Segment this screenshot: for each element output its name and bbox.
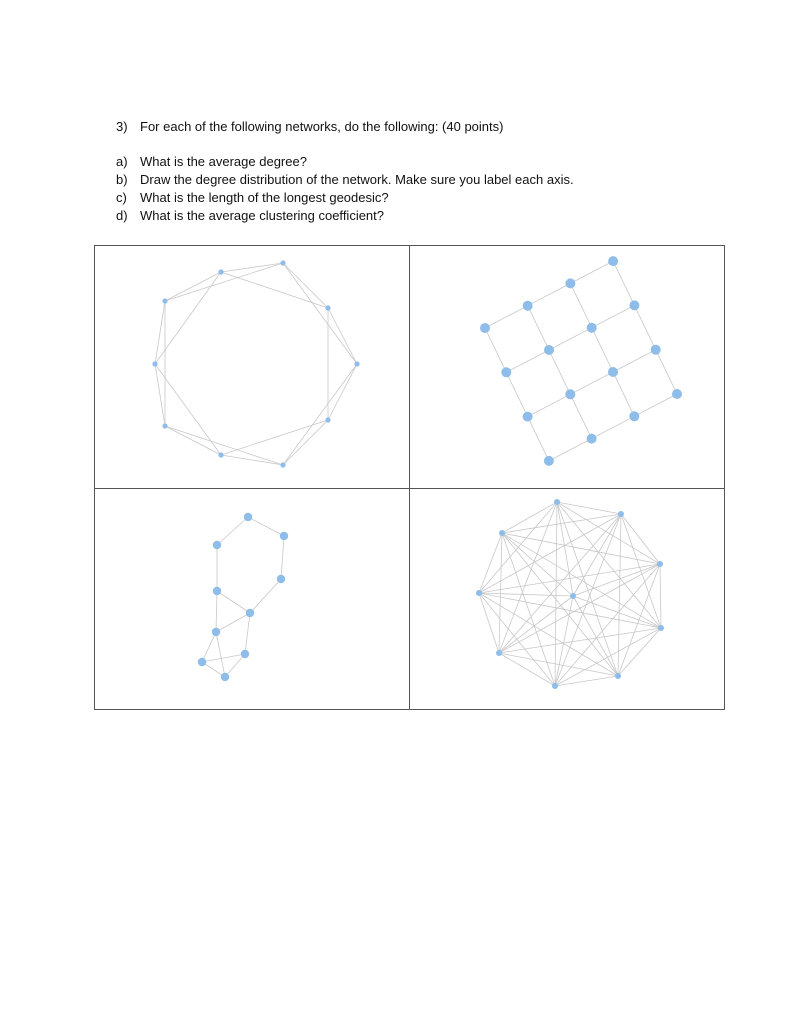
small-graph-edge [202, 632, 216, 662]
complete-graph-edge [499, 533, 502, 653]
small-graph-node [277, 575, 285, 583]
grid-lattice-node [480, 323, 490, 333]
grid-lattice-edge [528, 306, 549, 350]
complete-graph-edge [479, 564, 660, 593]
grid-lattice-edge [592, 305, 635, 327]
complete-graph-node [554, 499, 560, 505]
grid-lattice-edge [549, 328, 592, 350]
subquestion-b [116, 171, 574, 189]
ring-lattice-edge [283, 263, 328, 308]
ring-lattice-node [162, 423, 167, 428]
grid-lattice-node [608, 367, 618, 377]
grid-lattice-edge [549, 439, 592, 461]
ring-lattice-node [218, 269, 223, 274]
ring-lattice-edge [283, 420, 328, 465]
ring-lattice-edge [328, 308, 357, 364]
complete-graph-node [657, 561, 663, 567]
small-graph-node [244, 513, 252, 521]
complete-graph-node [496, 650, 502, 656]
complete-graph-node [615, 673, 621, 679]
small-graph-edge [250, 579, 281, 613]
ring-lattice-edge [283, 364, 357, 465]
grid-lattice-node [629, 300, 639, 310]
grid-lattice-edge [528, 283, 571, 305]
grid-lattice-node [651, 345, 661, 355]
grid-lattice-edge [592, 416, 635, 438]
small-graph-edge [248, 517, 284, 536]
small-graph-node [213, 541, 221, 549]
grid-lattice-node [565, 278, 575, 288]
complete-graph-edge [555, 502, 557, 686]
subquestion-letter: d) [116, 208, 128, 223]
grid-lattice-edge [485, 306, 528, 328]
grid-lattice-edge [506, 372, 527, 416]
ring-lattice-edge [221, 455, 283, 465]
small-graph-edge [217, 517, 248, 545]
complete-graph-node [476, 590, 482, 596]
ring-lattice-edge [155, 301, 165, 364]
small-graph-node [213, 587, 221, 595]
small-graph-edge [217, 591, 250, 613]
complete-graph-edge [499, 564, 660, 653]
network-grid [94, 245, 725, 710]
subquestion-c [116, 189, 574, 207]
complete-graph-node [552, 683, 558, 689]
ring-lattice-node [325, 417, 330, 422]
network-panel-complete-graph [410, 489, 724, 709]
small-graph-node [241, 650, 249, 658]
complete-graph-edge [573, 564, 660, 596]
grid-lattice-node [672, 389, 682, 399]
ring-lattice-edge [165, 426, 283, 465]
complete-graph-edge [621, 514, 660, 564]
grid-lattice-edge [485, 328, 506, 372]
grid-lattice-edge [549, 350, 570, 394]
subquestion-letter: c) [116, 190, 127, 205]
grid-lattice-node [587, 323, 597, 333]
small-graph-node [212, 628, 220, 636]
grid-lattice-edge [613, 261, 634, 305]
small-graph-node [221, 673, 229, 681]
ring-lattice-edge [155, 364, 165, 426]
question-text: For each of the following networks, do the following: (40 points) [140, 119, 504, 134]
complete-graph-edge [499, 653, 618, 676]
grid-lattice-node [544, 345, 554, 355]
ring-lattice-node [280, 260, 285, 265]
ring-lattice-node [218, 452, 223, 457]
grid-lattice-edge [570, 261, 613, 283]
complete-graph-edge [502, 533, 661, 628]
complete-graph-edge [479, 533, 502, 593]
grid-lattice-node [523, 301, 533, 311]
small-graph-node [246, 609, 254, 617]
grid-lattice-edge [506, 350, 549, 372]
complete-graph-edge [479, 593, 499, 653]
complete-graph-edge [660, 564, 661, 628]
complete-graph-diagram [410, 489, 724, 709]
grid-lattice-edge [570, 394, 591, 438]
subquestion-letter: b) [116, 172, 128, 187]
grid-lattice-edge [592, 328, 613, 372]
subquestion-text: What is the length of the longest geodesic? [140, 190, 389, 205]
complete-graph-edge [499, 628, 661, 653]
complete-graph-node [570, 593, 576, 599]
subquestion-text: Draw the degree distribution of the network. Make sure you label each axis. [140, 172, 574, 187]
ring-lattice-diagram [95, 246, 409, 488]
grid-lattice-edge [634, 394, 677, 416]
grid-lattice-node [587, 434, 597, 444]
complete-graph-edge [557, 502, 573, 596]
subquestion-a [116, 153, 574, 171]
small-graph-edge [202, 654, 245, 662]
complete-graph-edge [618, 628, 661, 676]
small-graph-edge [216, 613, 250, 632]
ring-lattice-edge [165, 426, 221, 455]
subquestion-list [116, 153, 574, 225]
small-graph-edge [216, 591, 217, 632]
complete-graph-edge [502, 533, 555, 686]
complete-graph-node [499, 530, 505, 536]
ring-lattice-node [354, 361, 359, 366]
network-panel-small-graph [95, 489, 409, 709]
subquestion-text: What is the average clustering coefficient? [140, 208, 385, 223]
small-graph-node [198, 658, 206, 666]
grid-lattice-edge [528, 417, 549, 461]
grid-lattice-edge [570, 283, 591, 327]
ring-lattice-edge [165, 263, 283, 301]
ring-lattice-edge [328, 364, 357, 420]
ring-lattice-node [152, 361, 157, 366]
subquestion-d [116, 207, 574, 225]
grid-lattice-node [501, 367, 511, 377]
ring-lattice-node [325, 305, 330, 310]
complete-graph-node [658, 625, 664, 631]
subquestion-text: What is the average degree? [140, 154, 307, 169]
question-header [116, 119, 503, 135]
grid-lattice-edge [634, 305, 655, 349]
grid-lattice-diagram [410, 246, 724, 488]
network-panel-ring-lattice [95, 246, 409, 488]
grid-lattice-edge [656, 350, 677, 394]
ring-lattice-edge [221, 272, 328, 308]
grid-lattice-node [523, 412, 533, 422]
grid-lattice-edge [613, 372, 634, 416]
grid-lattice-node [608, 256, 618, 266]
question-number: 3) [116, 119, 128, 134]
grid-lattice-edge [613, 350, 656, 372]
small-graph-edge [216, 632, 225, 677]
small-graph-node [280, 532, 288, 540]
ring-lattice-node [280, 462, 285, 467]
small-graph-edge [245, 613, 250, 654]
small-graph-diagram [95, 489, 409, 709]
ring-lattice-node [162, 298, 167, 303]
grid-lattice-node [544, 456, 554, 466]
small-graph-edge [281, 536, 284, 579]
grid-lattice-node [565, 389, 575, 399]
grid-lattice-node [629, 411, 639, 421]
subquestion-letter: a) [116, 154, 128, 169]
complete-graph-edge [499, 653, 555, 686]
grid-lattice-edge [528, 394, 571, 416]
ring-lattice-edge [283, 263, 357, 364]
grid-lattice-edge [570, 372, 613, 394]
complete-graph-node [618, 511, 624, 517]
ring-lattice-edge [165, 272, 221, 301]
network-panel-grid-lattice [410, 246, 724, 488]
ring-lattice-edge [221, 263, 283, 272]
